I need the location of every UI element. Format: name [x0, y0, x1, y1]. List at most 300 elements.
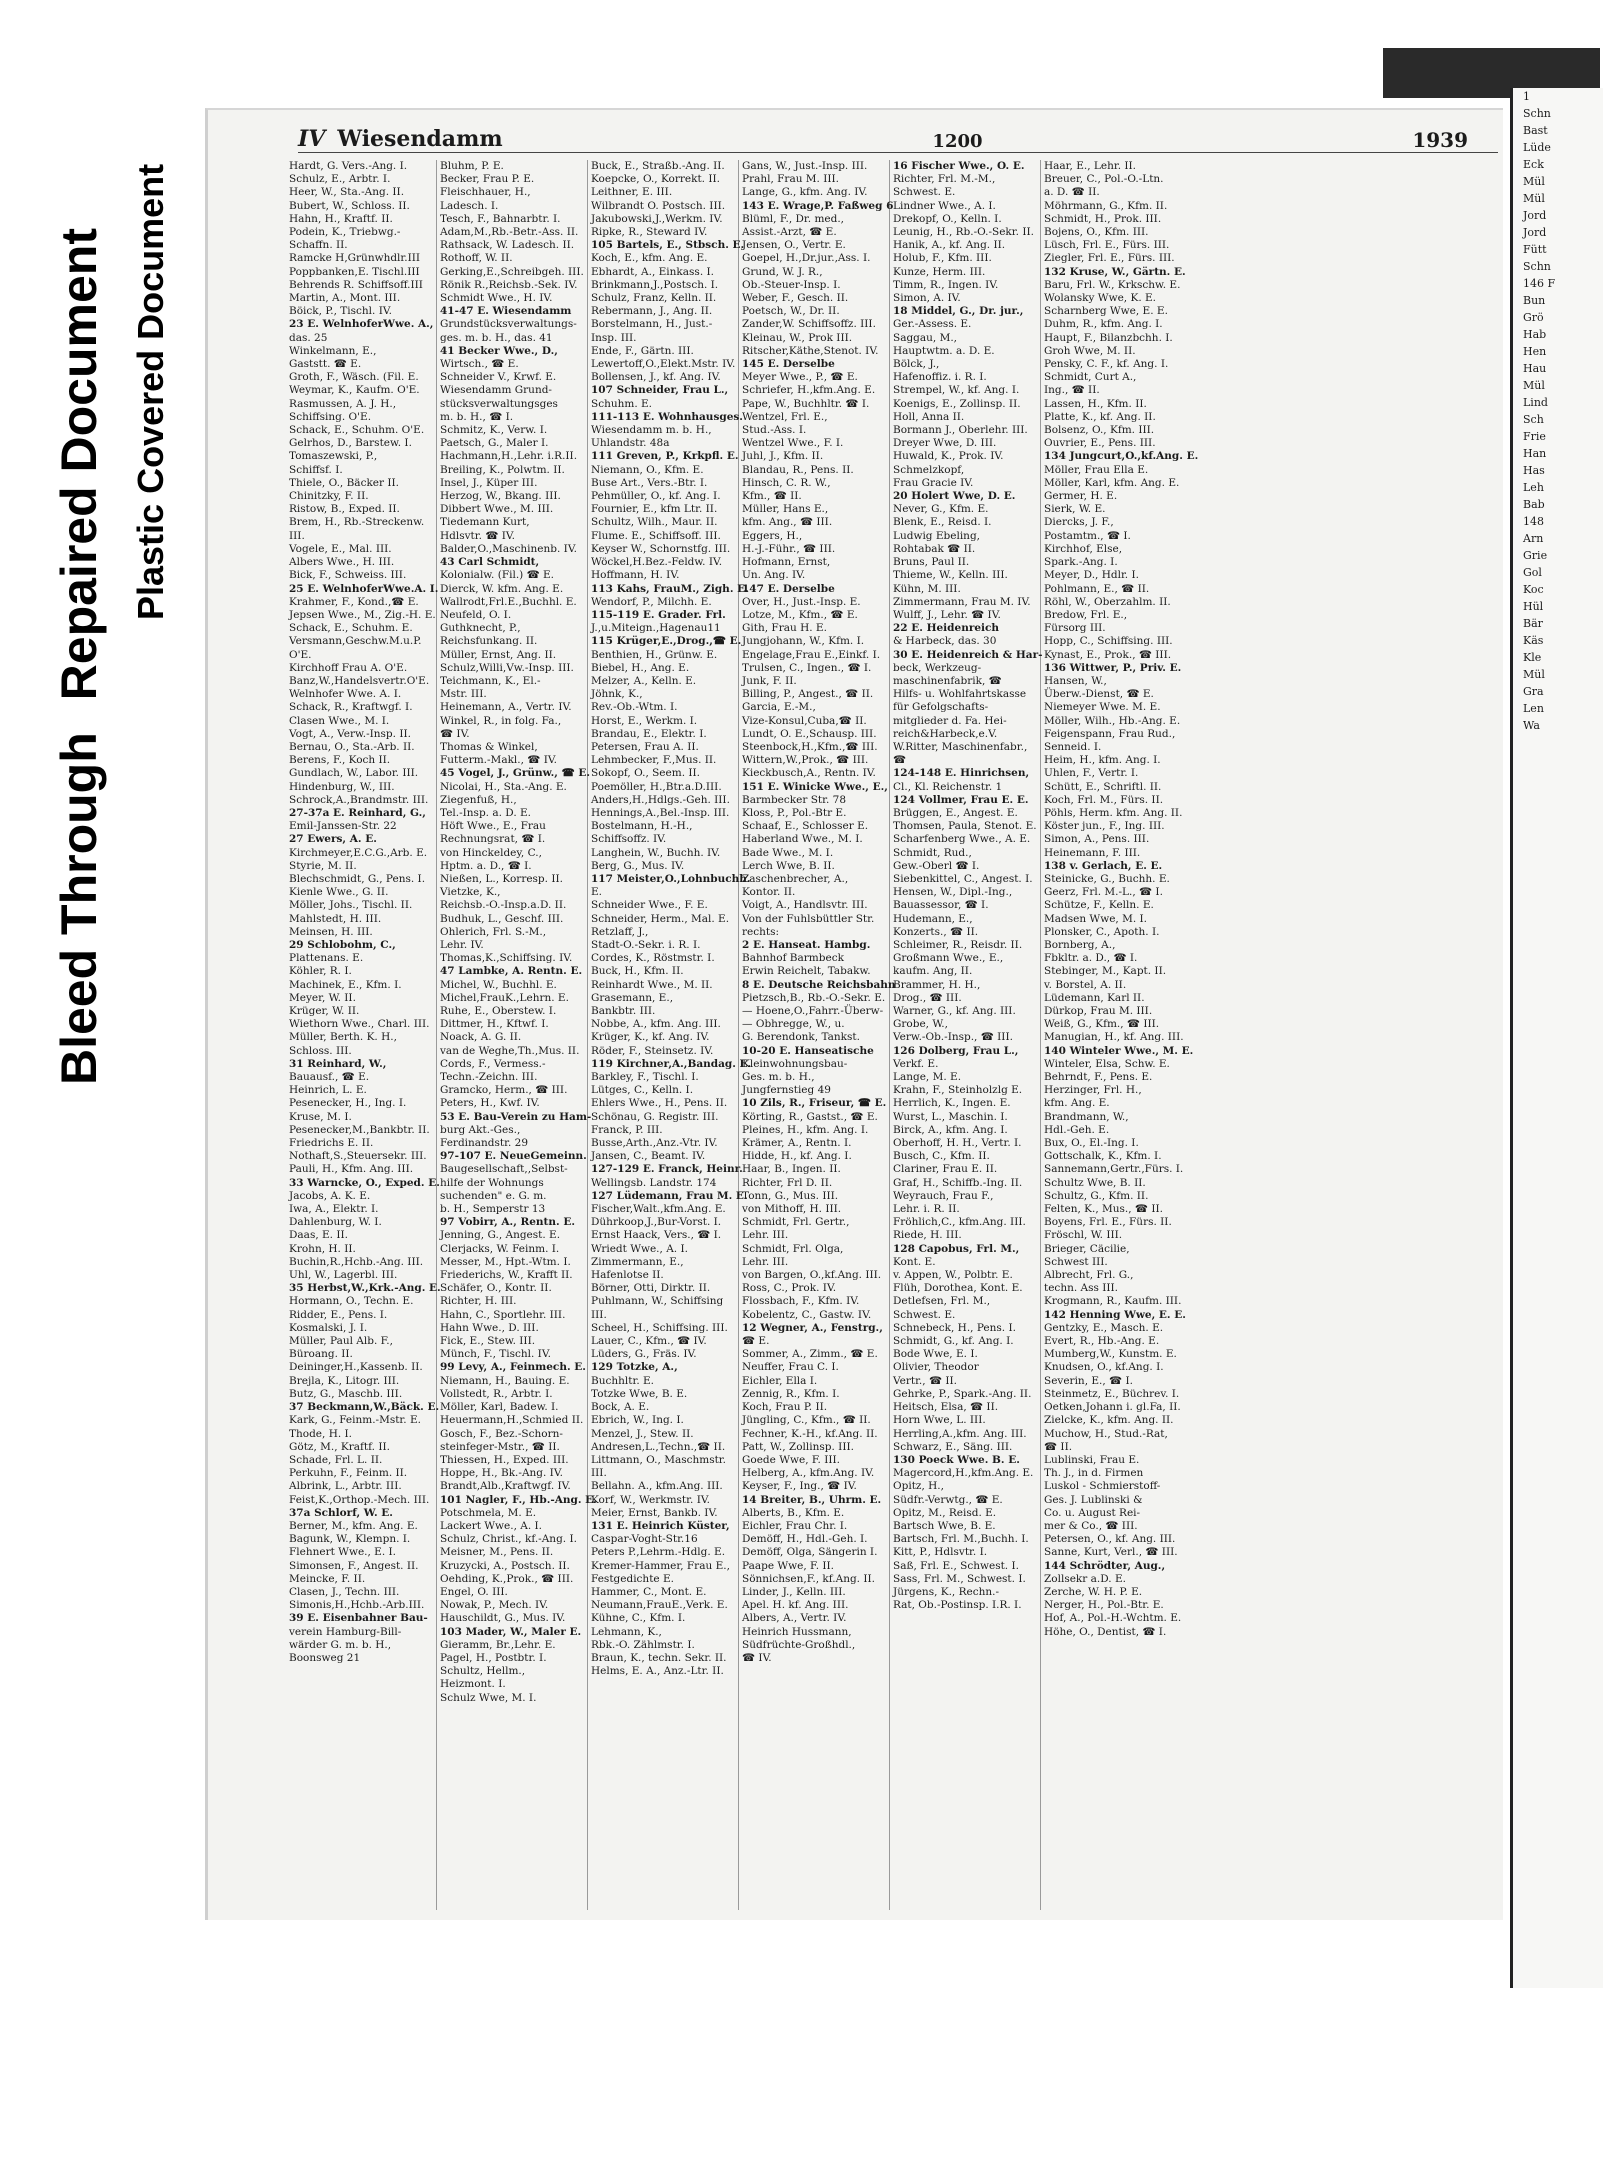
directory-entry: Bolsenz, O., Kfm. III.: [1044, 424, 1155, 437]
fragment-line: Bast: [1523, 124, 1548, 137]
directory-entry: Brandt,Alb.,Kraftwgf. IV.: [440, 1480, 571, 1493]
directory-entry: Lütges, C., Kelln. I.: [591, 1084, 694, 1097]
directory-entry: Müller, Paul Alb. F.,: [289, 1335, 393, 1348]
directory-entry: Herrling,A.,kfm. Ang. III.: [893, 1427, 1027, 1440]
directory-entry: Buse Art., Vers.-Btr. I.: [591, 476, 708, 489]
directory-entry: a. D. ☎ II.: [1044, 186, 1100, 199]
directory-entry: 10 Zils, R., Friseur, ☎ E.: [742, 1097, 887, 1110]
directory-entry: Billing, P., Angest., ☎ II.: [742, 688, 874, 701]
directory-entry: 138 v. Gerlach, E. E.: [1044, 859, 1163, 872]
directory-entry: Großmann Wwe., E.,: [893, 952, 1004, 965]
directory-entry: Nobbe, A., kfm. Ang. III.: [591, 1018, 721, 1031]
directory-entry: Müller, Berth. K. H.,: [289, 1031, 397, 1044]
directory-entry: Kieckbusch,A., Rentn. IV.: [742, 767, 876, 780]
directory-entry: Clasen Wwe., M. I.: [289, 714, 390, 727]
directory-entry: Möller, Karl, Badew. I.: [440, 1401, 559, 1414]
directory-entry: Baru, Frl. W., Krkschw. E.: [1044, 278, 1181, 291]
directory-entry: Brejla, K., Litogr. III.: [289, 1374, 400, 1387]
directory-entry: 145 E. Derselbe: [742, 358, 835, 371]
directory-entry: wärder G. m. b. H.,: [289, 1638, 392, 1651]
directory-entry: 131 E. Heinrich Küster,: [591, 1519, 730, 1532]
directory-entry: Stebinger, M., Kapt. II.: [1044, 965, 1167, 978]
directory-entry: Gundlach, W., Labor. III.: [289, 767, 419, 780]
directory-entry: Zerche, W. H. P. E.: [1044, 1585, 1143, 1598]
directory-entry: Kleinau, W., Prok III.: [742, 331, 853, 344]
directory-entry: Opitz, H.,: [893, 1480, 944, 1493]
fragment-line: Schn: [1523, 260, 1551, 273]
directory-entry: G. Berendonk, Tankst.: [742, 1031, 860, 1044]
directory-entry: Südfr.-Verwtg., ☎ E.: [893, 1493, 1003, 1506]
directory-entry: Bormann J., Oberlehr. III.: [893, 424, 1028, 437]
directory-entry: Jöhnk, K.,: [591, 688, 643, 701]
directory-entry: Möller, Karl, kfm. Ang. E.: [1044, 476, 1180, 489]
directory-entry: Nerger, H., Pol.-Btr. E.: [1044, 1599, 1164, 1612]
fragment-line: Käs: [1523, 634, 1544, 647]
directory-entry: Brammer, H. H.,: [893, 978, 981, 991]
directory-entry: Koenigs, E., Zollinsp. II.: [893, 397, 1021, 410]
directory-entry: Lindner Wwe., A. I.: [893, 199, 996, 212]
directory-entry: Bick, F., Schweiss. III.: [289, 569, 407, 582]
directory-entry: Gaststt. ☎ E.: [289, 358, 362, 371]
column-3: [588, 160, 752, 1910]
directory-entry: Verkf. E.: [893, 1057, 939, 1070]
directory-entry: Scharnberg Wwe, E. E.: [1044, 305, 1168, 318]
directory-entry: Hauptwtm. a. D. E.: [893, 344, 995, 357]
directory-entry: Poetsch, W., Dr. II.: [742, 305, 840, 318]
directory-entry: 35 Herbst,W.,Krk.-Ang. E.: [289, 1282, 441, 1295]
directory-entry: Nothaft,S.,Steuersekr. III.: [289, 1150, 427, 1163]
directory-entry: Bluhm, P. E.: [440, 160, 504, 172]
directory-entry: Ramcke H,Grünwhdlr.III: [289, 252, 421, 265]
directory-entry: Albers, A., Vertr. IV.: [742, 1612, 847, 1625]
directory-entry: Hahn Wwe., D. III.: [440, 1321, 539, 1334]
directory-entry: Hdl.-Geh. E.: [1044, 1123, 1110, 1136]
directory-entry: Kobelentz, C., Gastw. IV.: [742, 1308, 872, 1321]
directory-entry: Blandau, R., Pens. II.: [742, 463, 854, 476]
directory-entry: 31 Reinhard, W.,: [289, 1057, 387, 1070]
directory-entry: ☎ IV.: [742, 1651, 772, 1664]
directory-entry: Heer, W., Sta.-Ang. II.: [289, 186, 405, 199]
directory-entry: Pietzsch,B., Rb.-O.-Sekr. E.: [742, 991, 886, 1004]
directory-entry: Kunze, Herm. III.: [893, 265, 986, 278]
directory-entry: Weymar, K., Kaufm. O'E.: [289, 384, 420, 397]
directory-entry: Sannemann,Gertr.,Fürs. I.: [1044, 1163, 1184, 1176]
directory-entry: 124 Vollmer, Frau E. E.: [893, 793, 1029, 806]
directory-entry: Heizmont. I.: [440, 1678, 506, 1691]
directory-entry: Langhein, W., Buchh. IV.: [591, 846, 721, 859]
directory-entry: Meyer, W. II.: [289, 991, 356, 1004]
directory-entry: Timm, R., Ingen. IV.: [893, 278, 999, 291]
directory-entry: Saß, Frl. E., Schwest. I.: [893, 1559, 1019, 1572]
directory-entry: 111-113 E. Wohnhausges.: [591, 410, 743, 423]
directory-entry: 10-20 E. Hanseatische: [742, 1044, 874, 1057]
directory-entry: Schiffsing. O'E.: [289, 410, 372, 423]
directory-entry: 37a Schlorf, W. E.: [289, 1506, 393, 1519]
directory-entry: 45 Vogel, J., Grünw., ☎ E.: [440, 767, 591, 780]
directory-entry: 99 Levy, A., Feinmech. E.: [440, 1361, 586, 1374]
directory-entry: Sass, Frl. M., Schwest. I.: [893, 1572, 1026, 1585]
directory-entry: suchenden" e. G. m.: [440, 1189, 547, 1202]
directory-entry: Horn Wwe, L. III.: [893, 1414, 986, 1427]
directory-entry: III.: [289, 529, 305, 542]
directory-entry: Peters, H., Kwf. IV.: [440, 1097, 540, 1110]
directory-entry: Sierk, W. E.: [1044, 503, 1106, 516]
directory-entry: Lundt, O. E.,Schausp. III.: [742, 727, 877, 740]
directory-entry: Schultz, G., Kfm. II.: [1044, 1189, 1149, 1202]
directory-entry: Lehmann, K.,: [591, 1625, 662, 1638]
directory-entry: Dittmer, H., Kftwf. I.: [440, 1018, 549, 1031]
directory-entry: Lehr. i. R. II.: [893, 1203, 960, 1216]
directory-entry: 140 Winteler Wwe., M. E.: [1044, 1044, 1194, 1057]
directory-entry: Kont. E.: [893, 1255, 936, 1268]
directory-entry: Gerking,E.,Schreibgeh. III.: [440, 265, 584, 278]
directory-entry: Korf, W., Werkmstr. IV.: [591, 1493, 710, 1506]
directory-entry: 117 Meister,O.,Lohnbuchh.: [591, 872, 751, 885]
directory-entry: rechts:: [742, 925, 780, 938]
directory-entry: Krämer, A., Rentn. I.: [742, 1137, 852, 1150]
directory-entry: Krüger, K., kf. Ang. IV.: [591, 1031, 710, 1044]
directory-entry: Fröhlich,C., kfm.Ang. III.: [893, 1216, 1026, 1229]
directory-entry: Ridder, E., Pens. I.: [289, 1308, 388, 1321]
directory-entry: burg Akt.-Ges.,: [440, 1123, 521, 1136]
directory-entry: Biebel, H., Ang. E.: [591, 661, 690, 674]
directory-entry: Pleines, H., kfm. Ang. I.: [742, 1123, 869, 1136]
directory-entry: mer & Co., ☎ III.: [1044, 1519, 1138, 1532]
directory-entry: Steinmetz, E., Büchrev. I.: [1044, 1387, 1180, 1400]
directory-entry: 127 Lüdemann, Frau M. E.: [591, 1189, 748, 1202]
directory-entry: Teichmann, K., El.-: [440, 674, 541, 687]
fragment-line: 1: [1523, 90, 1530, 103]
directory-entry: Ziegler, Frl. E., Fürs. III.: [1044, 252, 1175, 265]
directory-entry: Niemann, O., Kfm. E.: [591, 463, 704, 476]
directory-entry: 39 E. Eisenbahner Bau-: [289, 1612, 428, 1625]
directory-entry: Schmitz, K., Verw. I.: [440, 424, 548, 437]
directory-entry: Muchow, H., Stud.-Rat,: [1044, 1427, 1168, 1440]
directory-entry: Borstelmann, H., Just.-: [591, 318, 713, 331]
directory-entry: Breuer, C., Pol.-O.-Ltn.: [1044, 173, 1164, 186]
directory-entry: Franck, P. III.: [591, 1123, 663, 1136]
directory-entry: Boonsweg 21: [289, 1651, 361, 1664]
directory-entry: Ritscher,Käthe,Stenot. IV.: [742, 344, 879, 357]
directory-entry: Schwest. E.: [893, 186, 956, 199]
directory-entry: von Bargen, O.,kf.Ang. III.: [742, 1269, 882, 1282]
directory-entry: Zennig, R., Kfm. I.: [742, 1387, 840, 1400]
directory-entry: Heinemann, A., Vertr. IV.: [440, 701, 572, 714]
directory-entry: Lublinski, Frau E.: [1044, 1453, 1140, 1466]
directory-entry: Haar, B., Ingen. II.: [742, 1163, 841, 1176]
directory-entry: Herzog, W., Bkang. III.: [440, 490, 561, 503]
directory-entry: Uhl, W., Lagerbl. III.: [289, 1269, 398, 1282]
directory-entry: Cordes, K., Röstmstr. I.: [591, 952, 715, 965]
directory-entry: Fröschl, W. III.: [1044, 1229, 1123, 1242]
fragment-line: Gol: [1523, 566, 1542, 579]
directory-entry: Schack, E., Schuhm. E.: [289, 622, 413, 635]
directory-entry: Krahn, F., Steinholzlg E.: [893, 1084, 1023, 1097]
directory-entry: Börner, Otti, Dirktr. II.: [591, 1282, 711, 1295]
directory-entry: Ges. m. b. H.,: [742, 1071, 815, 1084]
directory-entry: Alberts, B., Kfm. E.: [742, 1506, 845, 1519]
directory-entry: Koch, Frau P. II.: [742, 1401, 828, 1414]
directory-entry: Reichsfunkang. II.: [440, 635, 538, 648]
directory-entry: 30 E. Heidenreich & Har-: [893, 648, 1043, 661]
directory-entry: Zaschenbrecher, A.,: [742, 872, 849, 885]
plastic-covered-stamp: Plastic Covered Document: [130, 163, 171, 620]
directory-entry: Spark.-Ang. I.: [1044, 556, 1118, 569]
directory-entry: Schack, E., Schuhm. O'E.: [289, 424, 425, 437]
directory-entry: ☎ E.: [742, 1335, 770, 1348]
directory-entry: Butz, G., Maschb. III.: [289, 1387, 403, 1400]
directory-entry: Petersen, O., kf. Ang. III.: [1044, 1533, 1176, 1546]
directory-entry: Grobe, W.,: [893, 1018, 948, 1031]
directory-entry: O'E.: [289, 648, 312, 661]
directory-entry: Schulz Wwe, M. I.: [440, 1691, 537, 1704]
directory-entry: Ladesch. I.: [440, 199, 499, 212]
directory-entry: Pohlmann, E., ☎ II.: [1044, 582, 1150, 595]
directory-entry: Heuermann,H.,Schmied II.: [440, 1414, 584, 1427]
directory-entry: Holub, F., Kfm. III.: [893, 252, 992, 265]
directory-entry: Krohn, H. II.: [289, 1242, 356, 1255]
directory-entry: Wiesendamm Grund-: [440, 384, 552, 397]
directory-entry: Clerjacks, W. Feinm. I.: [440, 1242, 560, 1255]
fragment-line: Sch: [1523, 413, 1544, 426]
directory-entry: Flume. E., Schiffsoff. III.: [591, 529, 721, 542]
directory-entry: 132 Kruse, W., Gärtn. E.: [1044, 265, 1186, 278]
directory-entry: Winteler, Elsa, Schw. E.: [1044, 1057, 1170, 1070]
directory-entry: steinfeger-Mstr., ☎ II.: [440, 1440, 560, 1453]
directory-entry: Meinsen, H. III.: [289, 925, 373, 938]
directory-entry: Hafenlotse II.: [591, 1269, 664, 1282]
directory-entry: H.-J.-Führ., ☎ III.: [742, 542, 836, 555]
directory-entry: Goede Wwe, F. III.: [742, 1453, 840, 1466]
fragment-line: Gra: [1523, 685, 1544, 698]
directory-entry: Knudsen, O., kf.Ang. I.: [1044, 1361, 1164, 1374]
directory-entry: ☎ II.: [1044, 1440, 1073, 1453]
directory-entry: Groth, F., Wäsch. (Fil. E.: [289, 371, 419, 384]
directory-entry: Olivier, Theodor: [893, 1361, 979, 1374]
directory-entry: Groh Wwe, M. II.: [1044, 344, 1136, 357]
directory-entry: Bartsch, Frl. M.,Buchh. I.: [893, 1533, 1029, 1546]
directory-entry: Evert, R., Hb.-Ang. E.: [1044, 1335, 1160, 1348]
directory-entry: Ziegenfuß, H.,: [440, 793, 517, 806]
directory-entry: Messer, M., Hpt.-Wtm. I.: [440, 1255, 571, 1268]
directory-entry: Gans, W., Just.-Insp. III.: [742, 160, 868, 172]
directory-entry: Schultz Wwe, B. II.: [1044, 1176, 1146, 1189]
directory-entry: Winkelmann, E.,: [289, 344, 377, 357]
fragment-line: Schn: [1523, 107, 1551, 120]
directory-entry: Thomsen, Paula, Stenot. E.: [893, 820, 1037, 833]
fragment-line: Bun: [1523, 294, 1546, 307]
directory-entry: 43 Carl Schmidt,: [440, 556, 540, 569]
directory-entry: Rechnungsrat, ☎ I.: [440, 833, 546, 846]
directory-entry: Jansen, C., Beamt. IV.: [591, 1150, 706, 1163]
directory-entry: 111 Greven, P., Krkpfl. E.: [591, 450, 739, 463]
directory-entry: Hptm. a. D., ☎ I.: [440, 859, 532, 872]
directory-entry: Rev.-Ob.-Wtm. I.: [591, 701, 678, 714]
directory-entry: Holl, Anna II.: [893, 410, 965, 423]
directory-entry: Sanne, Kurt, Verl., ☎ III.: [1044, 1546, 1178, 1559]
directory-entry: Wurst, L., Maschin. I.: [893, 1110, 1008, 1123]
directory-entry: Lange, G., kfm. Ang. IV.: [742, 186, 868, 199]
directory-entry: Tel.-Insp. a. D. E.: [440, 806, 531, 819]
directory-entry: Rebermann, J., Ang. II.: [591, 305, 713, 318]
directory-entry: Junk, F. II.: [742, 674, 797, 687]
directory-entry: b. H., Semperstr 13: [440, 1203, 546, 1216]
directory-entry: 129 Totzke, A.,: [591, 1361, 678, 1374]
directory-entry: Schade, Frl. L. II.: [289, 1453, 383, 1466]
directory-entry: Lerch Wwe, B. II.: [742, 859, 835, 872]
directory-entry: Huwald, K., Prok. IV.: [893, 450, 1004, 463]
directory-entry: Gramcko, Herm., ☎ III.: [440, 1084, 568, 1097]
directory-entry: Schmidt, Frl. Olga,: [742, 1242, 844, 1255]
directory-entry: 12 Wegner, A., Fenstrg.,: [742, 1321, 883, 1334]
directory-entry: Kühne, C., Kfm. I.: [591, 1612, 686, 1625]
directory-entry: Gottschalk, K., Kfm. I.: [1044, 1150, 1162, 1163]
directory-entry: Adam,M.,Rb.-Betr.-Ass. II.: [440, 226, 579, 239]
directory-entry: Diercks, J. F.,: [1044, 516, 1114, 529]
directory-entry: Plonsker, C., Apoth. I.: [1044, 925, 1160, 938]
directory-entry: ☎: [893, 754, 907, 767]
directory-entry: 115 Krüger,E.,Drog.,☎ E.: [591, 635, 742, 648]
directory-entry: Müller, Hans E.,: [742, 503, 829, 516]
fragment-line: Koc: [1523, 583, 1544, 596]
directory-entry: Trulsen, C., Ingen., ☎ I.: [742, 661, 872, 674]
directory-entry: Oehding, K.,Prok., ☎ III.: [440, 1572, 574, 1585]
directory-entry: Haupt, F., Bilanzbchh. I.: [1044, 331, 1173, 344]
directory-entry: Feist,K.,Orthop.-Mech. III.: [289, 1493, 430, 1506]
directory-entry: Oberhoff, H. H., Vertr. I.: [893, 1137, 1022, 1150]
directory-entry: Totzke Wwe, B. E.: [591, 1387, 688, 1400]
directory-entry: 103 Mader, W., Maler E.: [440, 1625, 582, 1638]
directory-entry: Gith, Frau H. E.: [742, 622, 827, 635]
directory-entry: Rathsack, W. Ladesch. II.: [440, 239, 575, 252]
directory-entry: III.: [591, 1467, 607, 1480]
directory-entry: Leunig, H., Rb.-O.-Sekr. II.: [893, 226, 1034, 239]
directory-entry: Over, H., Just.-Insp. E.: [742, 595, 861, 608]
directory-entry: Röder, F., Steinsetz. IV.: [591, 1044, 714, 1057]
directory-entry: Welnhofer Wwe. A. I.: [289, 688, 402, 701]
directory-entry: Dührkoop,J.,Bur-Vorst. I.: [591, 1216, 722, 1229]
directory-entry: Benthien, H., Grünw. E.: [591, 648, 718, 661]
directory-entry: Zimmermann, E.,: [591, 1255, 684, 1268]
directory-entry: Ebrich, W., Ing. I.: [591, 1414, 684, 1427]
directory-entry: Vollstedt, R., Arbtr. I.: [440, 1387, 553, 1400]
directory-entry: Clasen, J., Techn. III.: [289, 1585, 400, 1598]
directory-entry: Bellahn. A., kfm.Ang. III.: [591, 1480, 723, 1493]
directory-entry: Hennings,A.,Bel.-Insp. III.: [591, 806, 730, 819]
directory-entry: Hinsch, C. R. W.,: [742, 476, 831, 489]
directory-entry: J.,u.Miteign.,Hagenau11: [591, 622, 721, 635]
directory-entry: Rohtabak ☎ II.: [893, 542, 976, 555]
directory-entry: Melzer, A., Kelln. E.: [591, 674, 697, 687]
directory-entry: Styrie, M. II.: [289, 859, 357, 872]
directory-entry: Zander,W. Schiffsoffz. III.: [742, 318, 876, 331]
fragment-line: Frie: [1523, 430, 1546, 443]
fragment-line: Eck: [1523, 158, 1544, 171]
directory-entry: Schack, R., Kraftwgf. I.: [289, 701, 413, 714]
directory-entry: Niemeyer Wwe. M. E.: [1044, 701, 1161, 714]
directory-entry: 134 Jungcurt,O.,kf.Ang. E.: [1044, 450, 1199, 463]
directory-entry: 33 Warncke, O., Exped. E.: [289, 1176, 440, 1189]
directory-entry: Pauli, H., Kfm. Ang. III.: [289, 1163, 414, 1176]
directory-entry: Meincke, F. II.: [289, 1572, 366, 1585]
directory-entry: Un. Ang. IV.: [742, 569, 806, 582]
directory-entry: Rönik R.,Reichsb.-Sek. IV.: [440, 278, 578, 291]
directory-entry: Ouvrier, E., Pens. III.: [1044, 437, 1156, 450]
directory-entry: Lüders, G., Fräs. IV.: [591, 1348, 697, 1361]
directory-entry: Wilbrandt O. Postsch. III.: [591, 199, 726, 212]
directory-entry: beck, Werkzeug-: [893, 661, 982, 674]
directory-entry: Busch, C., Kfm. II.: [893, 1150, 990, 1163]
directory-entry: Tonn, G., Mus. III.: [742, 1189, 839, 1202]
directory-entry: Weber, F., Gesch. II.: [742, 292, 849, 305]
directory-entry: Friederichs, W., Krafft II.: [440, 1269, 573, 1282]
directory-entry: Bock, A. E.: [591, 1401, 650, 1414]
directory-entry: Brieger, Cäcilie,: [1044, 1242, 1130, 1255]
directory-entry: Schmidt, Curt A.,: [1044, 371, 1137, 384]
directory-entry: Kirchmeyer,E.C.G.,Arb. E.: [289, 846, 428, 859]
directory-entry: Jepsen Wwe., M., Zig.-H. E.: [289, 608, 436, 621]
directory-entry: für Gefolgschafts-: [893, 701, 989, 714]
directory-entry: Bruns, Paul II.: [893, 556, 970, 569]
directory-entry: Dierck, W. kfm. Ang. E.: [440, 582, 564, 595]
directory-entry: Büroang. II.: [289, 1348, 353, 1361]
directory-entry: Th. J., in d. Firmen: [1044, 1467, 1144, 1480]
directory-entry: Vietzke, K.,: [440, 886, 501, 899]
directory-entry: Schwest III.: [1044, 1255, 1108, 1268]
directory-entry: Mahlstedt, H. III.: [289, 912, 382, 925]
fragment-line: Wa: [1523, 719, 1540, 732]
directory-entry: Lange, M. E.: [893, 1071, 962, 1084]
directory-entry: Paape Wwe, F. II.: [742, 1559, 835, 1572]
directory-entry: 130 Poeck Wwe. B. E.: [893, 1453, 1020, 1466]
directory-entry: Verw.-Ob.-Insp., ☎ III.: [893, 1031, 1013, 1044]
directory-entry: Fick, E., Stew. III.: [440, 1335, 536, 1348]
directory-entry: Richter, Frl D. II.: [742, 1176, 833, 1189]
fragment-line: Has: [1523, 464, 1545, 477]
directory-entry: Koch, Frl. M., Fürs. II.: [1044, 793, 1164, 806]
directory-entry: Ehlers Wwe., H., Pens. II.: [591, 1097, 728, 1110]
directory-entry: Winkel, R., in folg. Fa.,: [440, 714, 562, 727]
directory-entry: Kloss, P., Pol.-Btr E.: [742, 806, 847, 819]
directory-entry: Schneider Wwe., F. E.: [591, 899, 708, 912]
directory-entry: Riede, H. III.: [893, 1229, 962, 1242]
directory-entry: Böick, P., Tischl. IV.: [289, 305, 392, 318]
directory-entry: Paetsch, G., Maler I.: [440, 437, 549, 450]
directory-entry: Hidde, H., kf. Ang. I.: [742, 1150, 852, 1163]
directory-entry: Richter, H. III.: [440, 1295, 517, 1308]
district-numeral: IV: [298, 126, 326, 152]
directory-entry: Blechschmidt, G., Pens. I.: [289, 872, 426, 885]
directory-entry: Geerz, Frl. M.-L., ☎ I.: [1044, 886, 1163, 899]
directory-entry: Duhm, R., kfm. Ang. I.: [1044, 318, 1163, 331]
directory-entry: Bostelmann, H.-H.,: [591, 820, 693, 833]
directory-entry: Schultz, Wilh., Maur. II.: [591, 516, 718, 529]
directory-entry: Schneider, Herm., Mal. E.: [591, 912, 730, 925]
column-2: [437, 160, 597, 1910]
directory-entry: Südfrüchte-Großhdl.,: [742, 1638, 856, 1651]
directory-entry: m. b. H., ☎ I.: [440, 410, 514, 423]
directory-entry: Pensky, C. F., kf. Ang. I.: [1044, 358, 1169, 371]
directory-entry: Jensen, O., Vertr. E.: [742, 239, 846, 252]
directory-entry: Jungfernstieg 49: [742, 1084, 831, 1097]
fragment-line: Fütt: [1523, 243, 1547, 256]
directory-entry: Tiedemann Kurt,: [440, 516, 530, 529]
directory-entry: Friedrichs E. II.: [289, 1137, 374, 1150]
directory-entry: Lassen, H., Kfm. II.: [1044, 397, 1147, 410]
directory-entry: Wiethorn Wwe., Charl. III.: [289, 1018, 430, 1031]
directory-entry: Hahn, H., Kraftf. II.: [289, 212, 393, 225]
directory-entry: Schäfer, O., Kontr. II.: [440, 1282, 552, 1295]
